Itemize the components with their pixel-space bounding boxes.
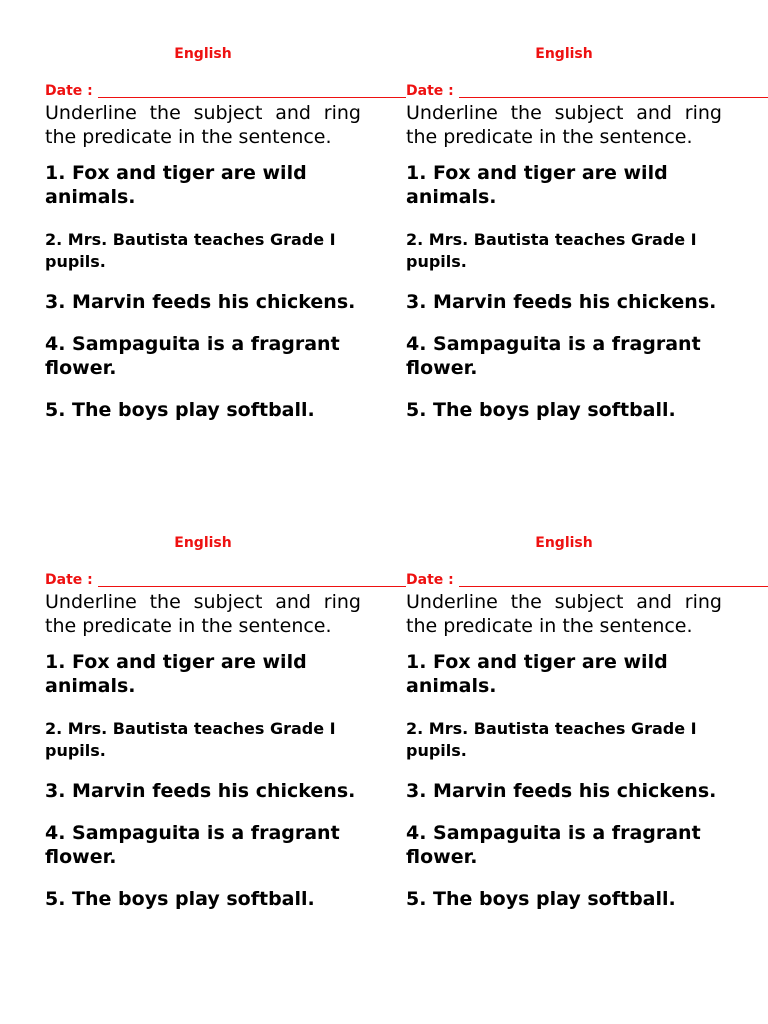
sentence-item: 3. Marvin feeds his chickens. xyxy=(406,780,717,802)
sentence-list xyxy=(406,161,768,422)
worksheet-card xyxy=(406,534,768,911)
sentence-item: 5. The boys play softball. xyxy=(406,399,676,421)
sentence-item: 3. Marvin feeds his chickens. xyxy=(45,780,356,802)
sentence-item: 5. The boys play softball. xyxy=(406,888,676,910)
date-row xyxy=(45,571,406,589)
worksheet-card xyxy=(45,45,406,422)
instruction-text: Underline the subject and ring the predicate in the sentence. xyxy=(45,102,361,148)
date-row xyxy=(45,82,406,100)
subject-title: English xyxy=(174,46,232,62)
worksheet-card xyxy=(406,45,768,422)
sentence-list xyxy=(45,650,406,911)
date-row xyxy=(406,571,768,589)
sentence-item: 3. Marvin feeds his chickens. xyxy=(45,291,356,313)
sentence-list xyxy=(45,161,406,422)
sentence-item: 4. Sampaguita is a fragrant flower. xyxy=(406,822,701,868)
sentence-item: 1. Fox and tiger are wild animals. xyxy=(406,162,668,208)
sentence-item: 2. Mrs. Bautista teaches Grade I pupils. xyxy=(406,719,697,760)
instruction-text: Underline the subject and ring the predicate in the sentence. xyxy=(406,102,722,148)
date-blank-line xyxy=(98,586,406,587)
sentence-item: 5. The boys play softball. xyxy=(45,888,315,910)
sentence-item: 5. The boys play softball. xyxy=(45,399,315,421)
date-blank-line xyxy=(459,586,768,587)
sentence-item: 2. Mrs. Bautista teaches Grade I pupils. xyxy=(45,719,336,760)
sentence-item: 4. Sampaguita is a fragrant flower. xyxy=(406,333,701,379)
sentence-item: 1. Fox and tiger are wild animals. xyxy=(45,162,307,208)
subject-title: English xyxy=(535,535,593,551)
instruction-text: Underline the subject and ring the predicate in the sentence. xyxy=(45,591,361,637)
date-blank-line xyxy=(459,97,768,98)
sentence-item: 3. Marvin feeds his chickens. xyxy=(406,291,717,313)
instruction-text: Underline the subject and ring the predicate in the sentence. xyxy=(406,591,722,637)
date-label: Date : xyxy=(45,83,93,99)
date-row xyxy=(406,82,768,100)
sentence-item: 4. Sampaguita is a fragrant flower. xyxy=(45,822,340,868)
date-label: Date : xyxy=(45,572,93,588)
date-label: Date : xyxy=(406,572,454,588)
sentence-item: 1. Fox and tiger are wild animals. xyxy=(406,651,668,697)
date-blank-line xyxy=(98,97,406,98)
sentence-item: 2. Mrs. Bautista teaches Grade I pupils. xyxy=(406,230,697,271)
sentence-item: 2. Mrs. Bautista teaches Grade I pupils. xyxy=(45,230,336,271)
subject-title: English xyxy=(174,535,232,551)
date-label: Date : xyxy=(406,83,454,99)
sentence-item: 1. Fox and tiger are wild animals. xyxy=(45,651,307,697)
sentence-item: 4. Sampaguita is a fragrant flower. xyxy=(45,333,340,379)
worksheet-card xyxy=(45,534,406,911)
subject-title: English xyxy=(535,46,593,62)
sentence-list xyxy=(406,650,768,911)
